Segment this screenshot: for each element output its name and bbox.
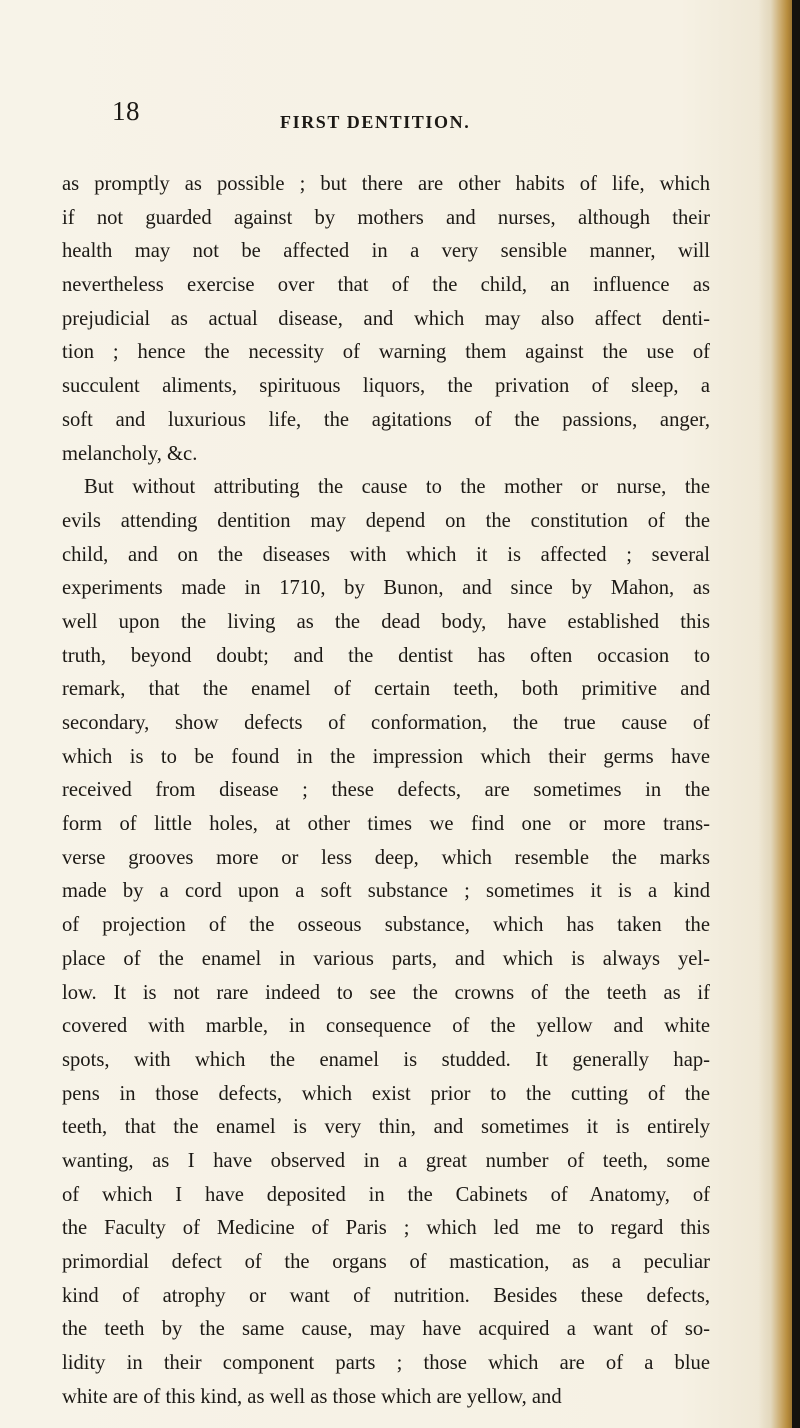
text-line: health may not be affected in a very sensible manner, will [62, 240, 710, 263]
text-line: secondary, show defects of conformation, the true cause of [62, 712, 710, 734]
running-title: FIRST DENTITION. [280, 112, 471, 132]
book-spine-edge [758, 0, 800, 1428]
text-line: prejudicial as actual disease, and which may also affect denti- [62, 307, 710, 330]
text-line: as promptly as possible ; but there are other habits of life, which [62, 173, 710, 195]
text-line: low. It is not rare indeed to see the crowns of the teeth as if [62, 981, 710, 1004]
text-line: of which I have deposited in the Cabinets of Anatomy, of [62, 1183, 710, 1206]
text-line: the Faculty of Medicine of Paris ; which led me to regard this [62, 1217, 710, 1240]
text-line: remark, that the enamel of certain teeth, both primitive and [62, 678, 710, 701]
text-line: which is to be found in the impression which their germs have [62, 745, 710, 768]
text-line: form of little holes, at other times we find one or more trans- [62, 813, 710, 836]
text-line: kind of atrophy or want of nutrition. Besides these defects, [62, 1284, 710, 1307]
text-line: lidity in their component parts ; those which are of a blue [62, 1352, 710, 1375]
text-line: primordial defect of the organs of mastication, as a peculiar [62, 1251, 710, 1273]
text-line: place of the enamel in various parts, and which is always yel- [62, 947, 710, 970]
text-line: pens in those defects, which exist prior to the cutting of the [62, 1082, 710, 1105]
text-line: white are of this kind, as well as those which are yellow, and [62, 1385, 562, 1408]
text-line: spots, with which the enamel is studded. It generally hap- [62, 1048, 710, 1071]
text-line: But without attributing the cause to the mother or nurse, the [84, 476, 710, 499]
text-line: verse grooves more or less deep, which resemble the marks [62, 846, 710, 869]
text-line: if not guarded against by mothers and nurses, although their [62, 206, 710, 229]
text-line: wanting, as I have observed in a great number of teeth, some [62, 1149, 710, 1172]
text-line: of projection of the osseous substance, which has taken the [62, 914, 710, 937]
text-line: the teeth by the same cause, may have acquired a want of so- [62, 1318, 710, 1341]
text-line: tion ; hence the necessity of warning them against the use of [62, 341, 710, 364]
text-line: melancholy, &c. [62, 442, 198, 465]
text-line: truth, beyond doubt; and the dentist has often occasion to [62, 644, 710, 667]
text-line: teeth, that the enamel is very thin, and sometimes it is entirely [62, 1116, 710, 1139]
text-line: experiments made in 1710, by Bunon, and since by Mahon, as [62, 577, 710, 600]
text-line: succulent aliments, spirituous liquors, the privation of sleep, a [62, 375, 710, 398]
text-line: received from disease ; these defects, are sometimes in the [62, 779, 710, 802]
page-number: 18 [112, 96, 140, 126]
text-line: soft and luxurious life, the agitations of the passions, anger, [62, 408, 710, 431]
text-line: made by a cord upon a soft substance ; sometimes it is a kind [62, 880, 710, 903]
text-line: well upon the living as the dead body, have established this [62, 610, 710, 633]
body-text [62, 168, 710, 1414]
text-line: covered with marble, in consequence of the yellow and white [62, 1015, 710, 1038]
text-line: nevertheless exercise over that of the child, an influence as [62, 274, 710, 297]
text-line: evils attending dentition may depend on the constitution of the [62, 509, 710, 532]
text-line: child, and on the diseases with which it is affected ; several [62, 543, 710, 566]
